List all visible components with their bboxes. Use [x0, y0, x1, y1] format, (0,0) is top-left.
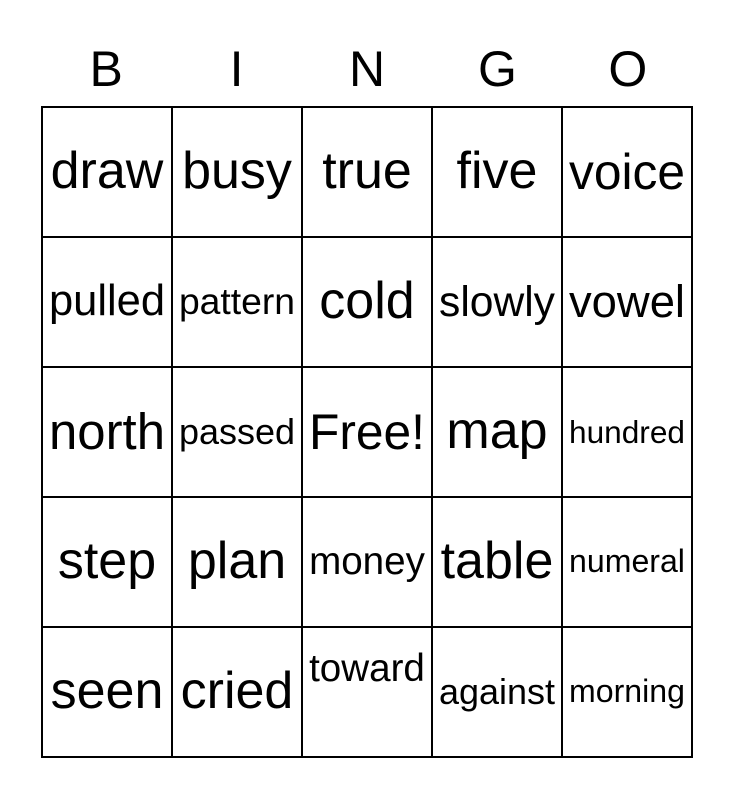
header-letter-o: O [608, 41, 648, 97]
bingo-cell-r4c3[interactable] [303, 498, 431, 626]
cell-word: busy [182, 142, 292, 201]
cell-word: pulled [48, 277, 166, 326]
bingo-cell-r3c3-free[interactable] [303, 368, 431, 496]
bingo-cell-r2c2[interactable] [173, 238, 301, 366]
bingo-cell-r5c4[interactable] [433, 628, 561, 756]
header-letter-b: B [89, 41, 123, 97]
cell-word: cried [180, 662, 294, 721]
cell-word: seen [50, 662, 164, 721]
bingo-cell-r3c5[interactable] [563, 368, 691, 496]
header-letter-i: I [229, 41, 244, 97]
bingo-cell-r1c5[interactable] [563, 108, 691, 236]
cell-word: morning [569, 673, 685, 710]
bingo-cell-r2c3[interactable] [303, 238, 431, 366]
cell-word: vowel [568, 276, 686, 328]
free-cell-word: Free! [309, 403, 425, 460]
bingo-cell-r5c2[interactable] [173, 628, 301, 756]
bingo-cell-r4c2[interactable] [173, 498, 301, 626]
cell-word: north [49, 403, 165, 460]
cell-word: numeral [569, 543, 685, 580]
bingo-cell-r3c4[interactable] [433, 368, 561, 496]
cell-word: five [456, 142, 538, 201]
cell-word: cold [319, 272, 415, 331]
bingo-cell-r2c1[interactable] [43, 238, 171, 366]
header-letter-n: N [348, 41, 386, 97]
bingo-cell-r2c4[interactable] [433, 238, 561, 366]
bingo-cell-r1c4[interactable] [433, 108, 561, 236]
cell-word: against [438, 671, 556, 713]
bingo-cell-r5c3[interactable] [303, 628, 431, 756]
cell-word: passed [178, 411, 296, 453]
bingo-header [41, 38, 693, 100]
cell-word: draw [50, 142, 164, 201]
cell-word: money [309, 539, 425, 583]
cell-word: step [57, 532, 157, 591]
cell-word: true [322, 142, 412, 201]
cell-word: plan [187, 532, 287, 591]
bingo-cell-r3c1[interactable] [43, 368, 171, 496]
bingo-cell-r4c5[interactable] [563, 498, 691, 626]
bingo-cell-r4c1[interactable] [43, 498, 171, 626]
cell-word: hundred [569, 413, 685, 450]
bingo-cell-r5c5[interactable] [563, 628, 691, 756]
bingo-cell-r1c3[interactable] [303, 108, 431, 236]
bingo-cell-r4c4[interactable] [433, 498, 561, 626]
cell-word: pattern [178, 280, 296, 323]
bingo-cell-r2c5[interactable] [563, 238, 691, 366]
cell-word: map [446, 402, 548, 461]
cell-word: table [440, 532, 554, 591]
bingo-cell-r1c1[interactable] [43, 108, 171, 236]
header-letter-g: G [477, 41, 517, 97]
bingo-card [41, 0, 693, 758]
bingo-cell-r1c2[interactable] [173, 108, 301, 236]
bingo-grid [41, 106, 693, 758]
bingo-cell-r5c1[interactable] [43, 628, 171, 756]
bingo-cell-r3c2[interactable] [173, 368, 301, 496]
cell-word: voice [569, 143, 685, 200]
cell-word: toward [309, 646, 425, 690]
cell-word: slowly [439, 277, 555, 326]
